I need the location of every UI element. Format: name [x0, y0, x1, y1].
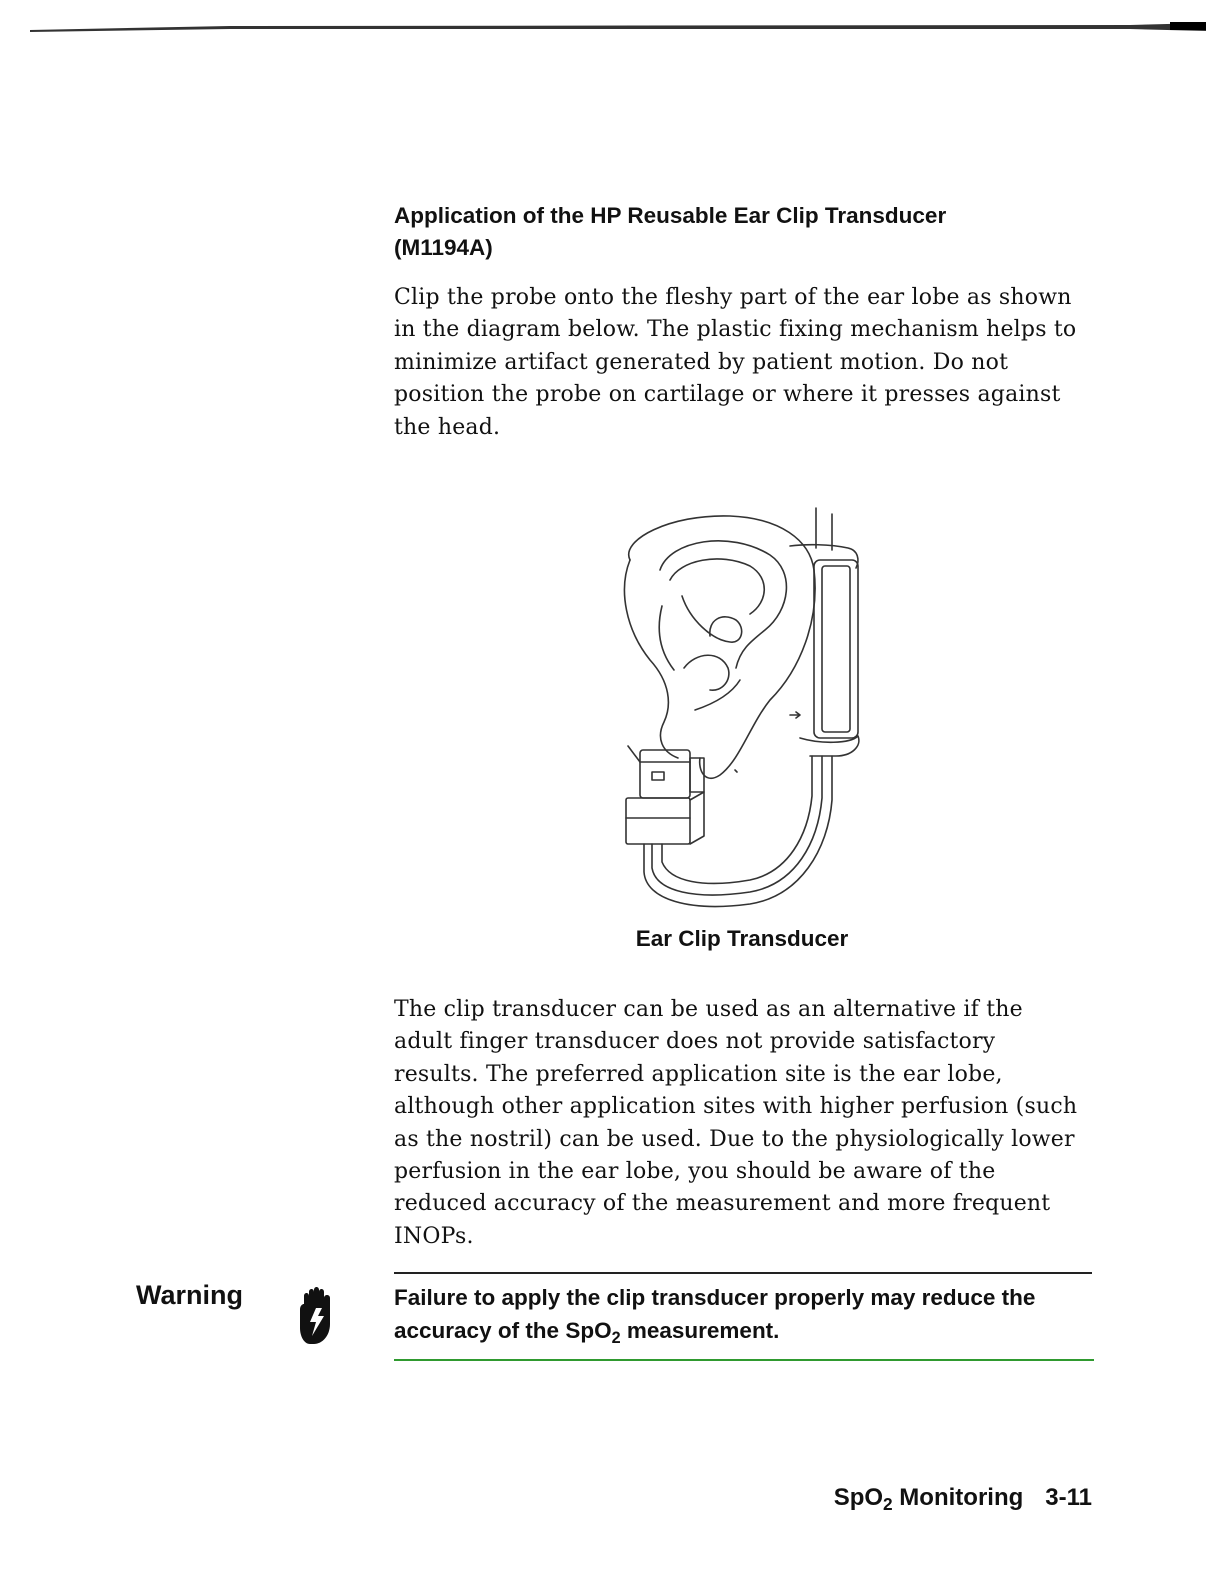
- footer-section-suffix: Monitoring: [892, 1484, 1024, 1511]
- warning-hand-icon: [296, 1284, 342, 1348]
- body-paragraph: The clip transducer can be used as an alternative if the adult finger transducer does not provide satisfactory results. The preferred application site is the ear lobe, although other application sites with higher perfusion (such as the nostril) can be used. Due to the physiologically lower perfusion in the ear lobe, you should be aware of the reduced accuracy of the measurement and more frequent INOPs.: [394, 997, 1078, 1249]
- warning-text-o: O: [594, 1318, 612, 1343]
- warning-text-end: measurement.: [620, 1318, 780, 1343]
- warning-text: [394, 1281, 1084, 1347]
- warning-text-main: Failure to apply the clip transducer properly may reduce the accuracy of the Sp: [394, 1285, 1036, 1343]
- footer-section-prefix: SpO: [833, 1484, 884, 1511]
- warning-label: Warning: [136, 1280, 243, 1310]
- heading-line-1: Application of the HP Reusable Ear Clip Transducer: [394, 203, 947, 228]
- ear-clip-transducer-diagram: [600, 500, 870, 920]
- page-footer: [833, 1484, 1092, 1515]
- intro-paragraph: Clip the probe onto the fleshy part of the ear lobe as shown in the diagram below. The plastic fixing mechanism helps to minimize artifact generated by patient motion. Do not position the probe on cartilage or where it presses against the head.: [394, 285, 1077, 440]
- top-edge-scan-bar: [30, 20, 1206, 34]
- footer-subscript: 2: [883, 1494, 893, 1515]
- page-number: 3-11: [1045, 1484, 1092, 1511]
- heading-line-2: (M1194A): [394, 235, 493, 260]
- figure-caption: Ear Clip Transducer: [635, 926, 849, 951]
- warning-top-rule: [394, 1272, 1092, 1274]
- warning-bottom-rule: [394, 1359, 1094, 1361]
- warning-subscript: 2: [611, 1328, 621, 1347]
- section-heading: [394, 200, 1094, 264]
